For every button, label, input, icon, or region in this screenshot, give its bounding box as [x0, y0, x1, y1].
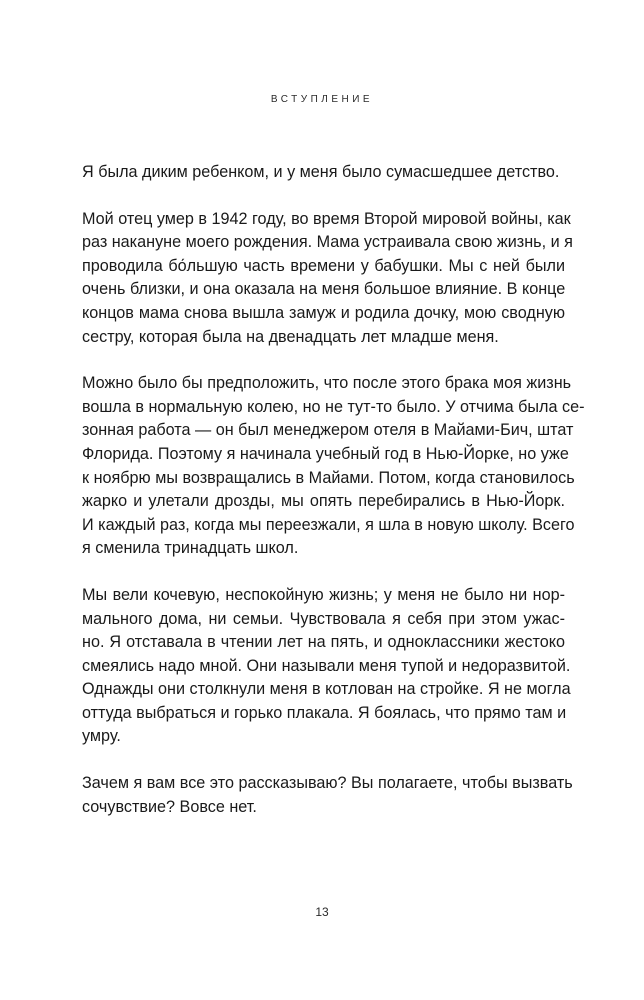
text-line: И каждый раз, когда мы переезжали, я шла в новую школу. Всего	[82, 515, 575, 534]
text-line: проводила бо́льшую часть времени у бабушки. Мы с ней были	[82, 256, 565, 275]
paragraph	[82, 161, 565, 185]
text-line: Можно было бы предположить, что после этого брака моя жизнь	[82, 374, 572, 393]
text-line: Мой отец умер в 1942 году, во время Второй мировой войны, как	[82, 209, 571, 228]
text-line: смеялись надо мной. Они называли меня тупой и недоразвитой.	[82, 656, 571, 675]
body-text	[82, 161, 585, 842]
page-number: 13	[315, 905, 329, 919]
running-head: ВСТУПЛЕНИЕ	[270, 94, 374, 105]
text-line: оттуда выбраться и горько плакала. Я боялась, что прямо там и	[82, 703, 567, 722]
text-line: вошла в нормальную колею, но не тут-то было. У отчима была се-	[82, 397, 585, 416]
paragraph	[82, 584, 571, 749]
text-line: сочувствие? Вовсе нет.	[82, 797, 257, 816]
text-line: я сменила тринадцать школ.	[82, 539, 299, 558]
text-line: Флорида. Поэтому я начинала учебный год в Нью-Йорке, но уже	[82, 444, 569, 463]
text-line: Однажды они столкнули меня в котлован на стройке. Я не могла	[82, 680, 571, 699]
paragraph	[82, 208, 573, 350]
text-line: зонная работа — он был менеджером отеля в Майами-Бич, штат	[82, 421, 574, 440]
paragraph	[82, 772, 573, 819]
text-line: Зачем я вам все это рассказываю? Вы полагаете, чтобы вызвать	[82, 774, 573, 793]
text-line: но. Я отставала в чтении лет на пять, и одноклассники жестоко	[82, 633, 565, 652]
paragraph	[82, 372, 585, 561]
text-line: мального дома, ни семьи. Чувствовала я себя при этом ужас-	[82, 609, 565, 628]
text-line: очень близки, и она оказала на меня большое влияние. В конце	[82, 280, 566, 299]
text-line: жарко и улетали дрозды, мы опять перебирались в Нью-Йорк.	[82, 492, 565, 511]
text-line: умру.	[82, 727, 121, 746]
text-line: Мы вели кочевую, неспокойную жизнь; у меня не было ни нор-	[82, 585, 565, 604]
text-line: концов мама снова вышла замуж и родила дочку, мою сводную	[82, 303, 565, 322]
text-line: Я была диким ребенком, и у меня было сумасшедшее детство.	[82, 163, 560, 181]
text-line: сестру, которая была на двенадцать лет младше меня.	[82, 327, 499, 346]
text-line: к ноябрю мы возвращались в Майами. Потом, когда становилось	[82, 468, 575, 487]
text-line: раз накануне моего рождения. Мама устраивала свою жизнь, и я	[82, 233, 573, 252]
